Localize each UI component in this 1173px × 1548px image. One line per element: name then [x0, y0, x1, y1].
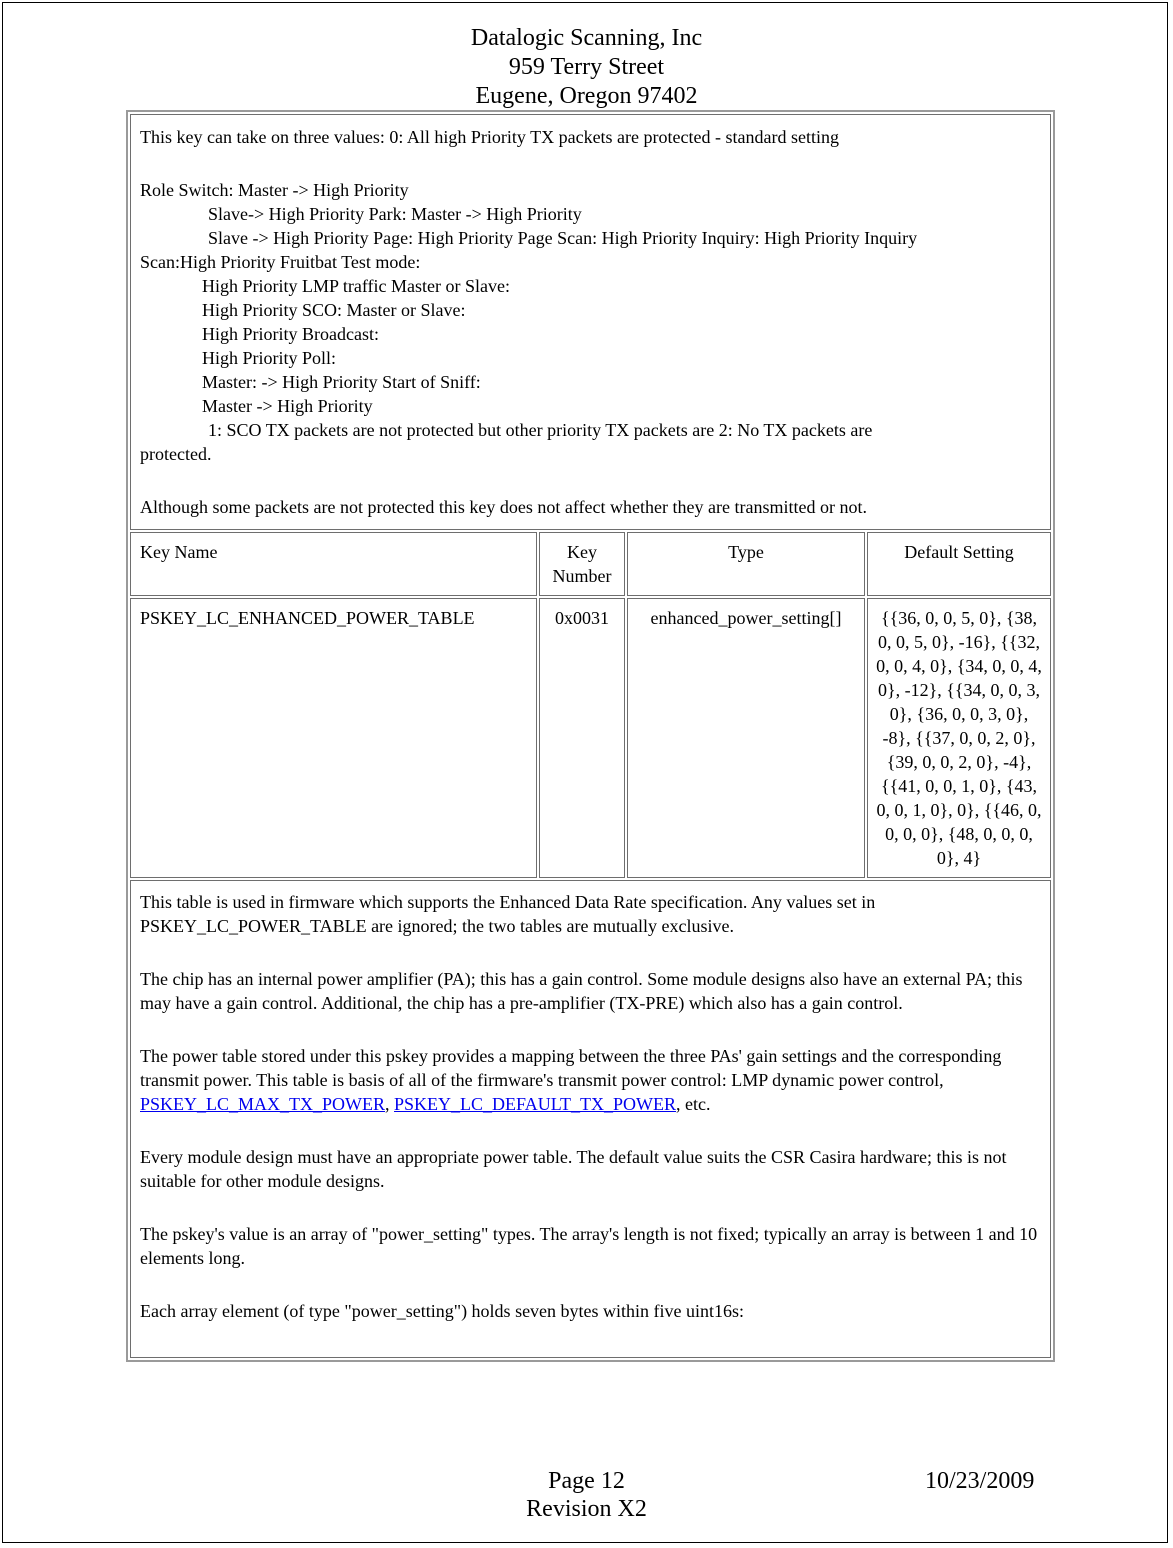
- header-key-name: Key Name: [130, 532, 537, 596]
- slave-park-text: Slave-> High Priority Park: Master -> High Priority: [208, 204, 582, 224]
- row-key-number: 0x0031: [539, 598, 625, 878]
- header-default-setting: Default Setting: [867, 532, 1051, 596]
- priority-description-cell: [130, 114, 1051, 530]
- protection-note: Although some packets are not protected this key does not affect whether they are transmitted or not.: [140, 497, 867, 517]
- company-street: 959 Terry Street: [508, 54, 665, 80]
- lmp-traffic-text: High Priority LMP traffic Master or Slave:: [202, 276, 510, 296]
- document-header: [0, 24, 1173, 111]
- value-one-cont-text: protected.: [140, 444, 212, 464]
- description-paragraph-6: Each array element (of type "power_setting") holds seven bytes within five uint16s:: [140, 1301, 745, 1321]
- pskey-table: [126, 110, 1055, 1362]
- broadcast-text: High Priority Broadcast:: [202, 324, 379, 344]
- priority-values-text: This key can take on three values: 0: All high Priority TX packets are protected - standard setting: [140, 127, 839, 147]
- default-tx-power-link[interactable]: PSKEY_LC_DEFAULT_TX_POWER: [394, 1094, 677, 1114]
- page-number: Page 12: [548, 1468, 625, 1494]
- max-tx-power-link[interactable]: PSKEY_LC_MAX_TX_POWER: [140, 1094, 386, 1114]
- row-type: enhanced_power_setting[]: [627, 598, 865, 878]
- slave-page-text: Slave -> High Priority Page: High Priority Page Scan: High Priority Inquiry: High Priority Inquiry: [208, 228, 918, 248]
- value-one-text: 1: SCO TX packets are not protected but other priority TX packets are 2: No TX packets are: [208, 420, 873, 440]
- description-paragraph-3-end: , etc.: [676, 1094, 711, 1114]
- power-table-description-cell: [130, 880, 1051, 1358]
- company-name: Datalogic Scanning, Inc: [470, 25, 703, 51]
- description-paragraph-3: [140, 1044, 1041, 1116]
- role-switch-text: Role Switch: Master -> High Priority: [140, 180, 409, 200]
- sco-text: High Priority SCO: Master or Slave:: [202, 300, 466, 320]
- master-text: Master -> High Priority: [202, 396, 373, 416]
- header-key-number: Key Number: [539, 532, 625, 596]
- description-paragraph-3-text: The power table stored under this pskey provides a mapping between the three PAs' gain settings and the corresponding transmit power. This table is basis of all of the firmware's transmit power control: LMP dynamic power control,: [140, 1046, 1002, 1090]
- header-type: Type: [627, 532, 865, 596]
- link-separator: ,: [385, 1094, 390, 1114]
- fruitbat-text: Scan:High Priority Fruitbat Test mode:: [140, 252, 421, 272]
- description-paragraph-1: This table is used in firmware which supports the Enhanced Data Rate specification. Any values set in PSKEY_LC_POWER_TABLE are ignored; the two tables are mutually exclusive.: [140, 892, 876, 936]
- footer-date: 10/23/2009: [925, 1468, 1035, 1494]
- company-city: Eugene, Oregon 97402: [475, 83, 698, 109]
- poll-text: High Priority Poll:: [202, 348, 337, 368]
- description-paragraph-5: The pskey's value is an array of "power_setting" types. The array's length is not fixed; typically an array is between 1 and 10 elements long.: [140, 1224, 1038, 1268]
- revision-label: Revision X2: [526, 1496, 647, 1522]
- row-default-setting: {{36, 0, 0, 5, 0}, {38, 0, 0, 5, 0}, -16}, {{32, 0, 0, 4, 0}, {34, 0, 0, 4, 0}, -12}, {{34, 0, 0, 3, 0}, {36, 0, 0, 3, 0}, -8}, {{37, 0, 0, 2, 0}, {39, 0, 0, 2, 0}, -4}, {{41, 0, 0, 1, 0}, {43, 0, 0, 1, 0}, 0}, {{46, 0, 0, 0, 0}, {48, 0, 0, 0, 0}, 4}: [867, 598, 1051, 878]
- description-paragraph-2: The chip has an internal power amplifier (PA); this has a gain control. Some module designs also have an external PA; this may have a gain control. Additional, the chip has a pre-amplifier (TX-PRE) which also has a gain control.: [140, 969, 1023, 1013]
- description-paragraph-4: Every module design must have an appropriate power table. The default value suits the CSR Casira hardware; this is not suitable for other module designs.: [140, 1147, 1007, 1191]
- row-key-name: PSKEY_LC_ENHANCED_POWER_TABLE: [130, 598, 537, 878]
- sniff-text: Master: -> High Priority Start of Sniff:: [202, 372, 481, 392]
